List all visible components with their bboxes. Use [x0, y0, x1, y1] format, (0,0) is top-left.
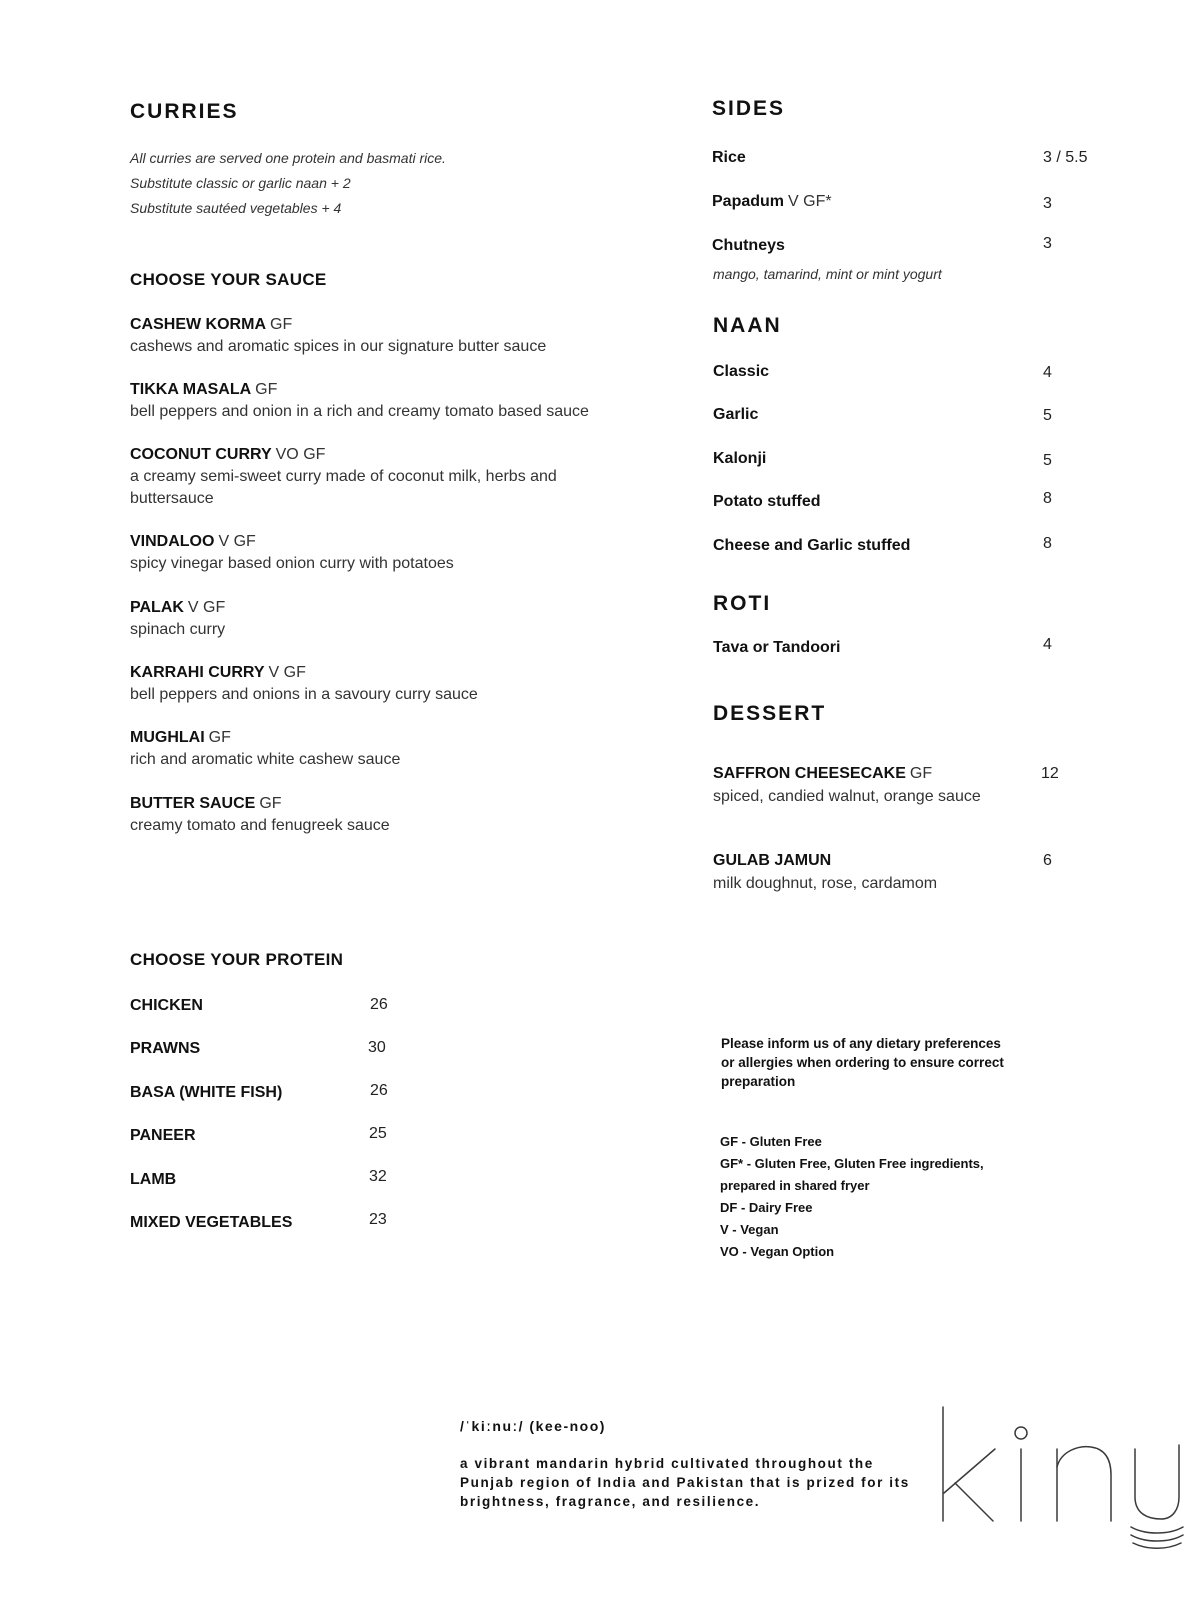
protein-row	[130, 1214, 292, 1232]
curries-note: Substitute sautéed vegetables + 4	[130, 200, 342, 216]
side-name: Papadum	[712, 193, 785, 210]
sauce-name: CASHEW KORMA	[130, 316, 266, 333]
sauce-item	[130, 314, 660, 358]
side-name: Rice	[712, 149, 746, 166]
side-row	[712, 193, 832, 211]
sauce-name: PALAK	[130, 599, 184, 616]
sauce-tags: V GF	[218, 533, 256, 550]
legend-item: GF - Gluten Free	[720, 1134, 822, 1149]
naan-price: 5	[1043, 452, 1052, 469]
sauce-heading: CHOOSE YOUR SAUCE	[130, 270, 327, 289]
protein-row	[130, 1171, 176, 1189]
dessert-name: SAFFRON CHEESECAKE	[713, 765, 906, 782]
side-tags: V GF*	[788, 193, 832, 210]
protein-price: 30	[368, 1039, 386, 1056]
sauce-tags: GF	[270, 316, 293, 333]
protein-name: LAMB	[130, 1171, 177, 1188]
naan-row	[713, 363, 769, 381]
dessert-row	[713, 765, 932, 783]
protein-row	[130, 1084, 282, 1102]
sauce-item	[130, 662, 660, 706]
sauce-item	[130, 727, 660, 771]
curries-note: Substitute classic or garlic naan + 2	[130, 175, 351, 191]
naan-name: Classic	[713, 363, 770, 380]
protein-name: BASA (WHITE FISH)	[130, 1084, 283, 1101]
side-row	[712, 149, 750, 167]
legend-item: VO - Vegan Option	[720, 1244, 835, 1259]
sauce-tags: V GF	[187, 599, 226, 616]
dessert-price: 12	[1041, 765, 1059, 782]
curries-title: CURRIES	[130, 100, 239, 123]
side-price: 3	[1043, 235, 1052, 252]
protein-name: CHICKEN	[130, 997, 203, 1014]
dessert-row	[713, 852, 835, 870]
sauce-name: MUGHLAI	[130, 729, 205, 746]
curries-notes	[130, 146, 650, 221]
dessert-tags: GF	[909, 765, 933, 782]
sauce-desc: creamy tomato and fenugreek sauce	[130, 817, 390, 834]
sauce-name: TIKKA MASALA	[130, 381, 252, 398]
naan-row	[713, 406, 758, 424]
naan-name: Potato stuffed	[713, 493, 821, 510]
sauce-tags: V GF	[268, 664, 306, 681]
curries-note: All curries are served one protein and basmati rice.	[130, 150, 446, 166]
kinu-description: a vibrant mandarin hybrid cultivated throughout the Punjab region of India and Pakistan that is prized for its brightness, fragrance, and resilience.	[460, 1456, 910, 1509]
legend-item: GF* - Gluten Free, Gluten Free ingredients,	[720, 1156, 984, 1171]
dessert-name: GULAB JAMUN	[713, 852, 832, 869]
sauce-tags: GF	[259, 795, 282, 812]
roti-price: 4	[1043, 636, 1052, 653]
naan-price: 5	[1043, 407, 1052, 424]
side-price: 3 / 5.5	[1043, 149, 1088, 166]
side-price: 3	[1043, 195, 1052, 212]
sauce-desc: spinach curry	[130, 621, 226, 638]
protein-row	[130, 1040, 200, 1058]
side-row	[712, 237, 789, 255]
sauce-name: VINDALOO	[130, 533, 215, 550]
sauce-desc: a creamy semi-sweet curry made of coconut milk, herbs and buttersauce	[130, 468, 557, 507]
roti-title: ROTI	[713, 592, 772, 615]
protein-name: PRAWNS	[130, 1040, 201, 1057]
protein-price: 25	[369, 1125, 387, 1142]
sauce-desc: spicy vinegar based onion curry with potatoes	[130, 555, 454, 572]
protein-heading: CHOOSE YOUR PROTEIN	[130, 950, 344, 969]
roti-name: Tava or Tandoori	[713, 639, 841, 656]
dietary-legend	[720, 1131, 1020, 1263]
sauce-desc: bell peppers and onion in a rich and creamy tomato based sauce	[130, 403, 589, 420]
dessert-title: DESSERT	[713, 702, 827, 725]
naan-price: 8	[1043, 535, 1052, 552]
sauce-desc: bell peppers and onions in a savoury curry sauce	[130, 686, 478, 703]
legend-item: prepared in shared fryer	[720, 1178, 870, 1193]
protein-price: 26	[370, 996, 388, 1013]
naan-name: Garlic	[713, 406, 759, 423]
legend-item: DF - Dairy Free	[720, 1200, 813, 1215]
protein-price: 26	[370, 1082, 388, 1099]
allergy-notice: Please inform us of any dietary preferences or allergies when ordering to ensure correct preparation	[721, 1036, 1004, 1089]
sauce-tags: VO GF	[275, 446, 326, 463]
naan-row	[713, 537, 910, 555]
naan-name: Kalonji	[713, 450, 767, 467]
sauce-name: KARRAHI CURRY	[130, 664, 265, 681]
sauce-item	[130, 531, 660, 575]
side-name: Chutneys	[712, 237, 785, 254]
protein-name: MIXED VEGETABLES	[130, 1214, 293, 1231]
sauce-tags: GF	[255, 381, 278, 398]
kinu-logo	[935, 1405, 1185, 1550]
sauce-name: BUTTER SAUCE	[130, 795, 256, 812]
naan-row	[713, 450, 766, 468]
naan-price: 4	[1043, 364, 1052, 381]
sauce-item	[130, 793, 660, 837]
protein-price: 32	[369, 1168, 387, 1185]
sauce-item	[130, 379, 660, 423]
sauce-desc: cashews and aromatic spices in our signature butter sauce	[130, 338, 547, 355]
sauce-tags: GF	[208, 729, 231, 746]
protein-row	[130, 1127, 196, 1145]
protein-name: PANEER	[130, 1127, 196, 1144]
protein-price: 23	[369, 1211, 387, 1228]
roti-row	[713, 639, 840, 657]
pronunciation: /ˈkiːnuː/ (kee-noo)	[460, 1418, 606, 1434]
dessert-desc: spiced, candied walnut, orange sauce	[713, 788, 981, 805]
sauce-desc: rich and aromatic white cashew sauce	[130, 751, 401, 768]
sides-title: SIDES	[712, 97, 786, 120]
sauce-item	[130, 597, 660, 641]
naan-price: 8	[1043, 490, 1052, 507]
dessert-price: 6	[1043, 852, 1052, 869]
dessert-desc: milk doughnut, rose, cardamom	[713, 875, 938, 892]
side-desc: mango, tamarind, mint or mint yogurt	[713, 266, 942, 282]
naan-name: Cheese and Garlic stuffed	[713, 537, 911, 554]
naan-title: NAAN	[713, 314, 782, 337]
sauce-name: COCONUT CURRY	[130, 446, 272, 463]
kinu-logo-icon	[935, 1405, 1185, 1550]
sauce-item	[130, 444, 660, 510]
naan-row	[713, 493, 821, 511]
legend-item: V - Vegan	[720, 1222, 779, 1237]
protein-row	[130, 997, 203, 1015]
